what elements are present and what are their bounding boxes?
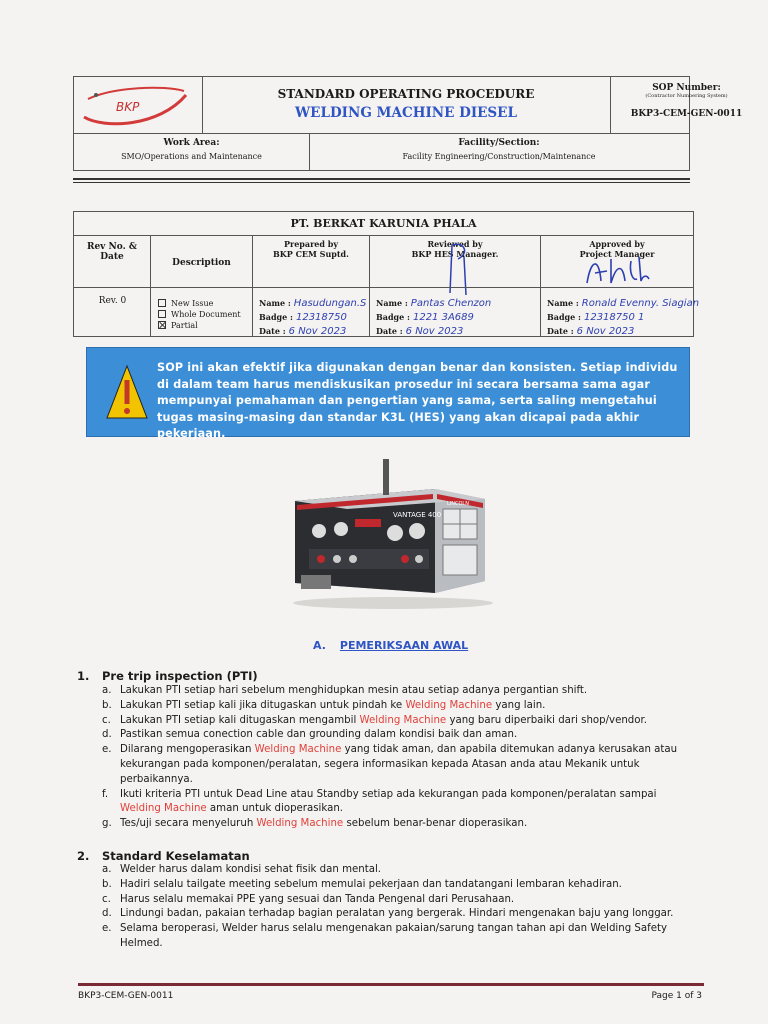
prepared-badge-value: 12318750 <box>295 312 347 323</box>
name-label: Name : <box>547 298 579 308</box>
list-item-text: Welder harus dalam kondisi sehat fisik dan mental. <box>120 864 382 875</box>
badge-label: Badge : <box>376 312 410 322</box>
list-item <box>102 743 692 787</box>
list-item <box>102 878 692 893</box>
list-item-text: Pastikan semua conection cable dan grounding dalam kondisi baik dan aman. <box>120 729 518 741</box>
list-item <box>102 922 692 952</box>
list-item-text: Lindungi badan, pakaian terhadap bagian peralatan yang bergerak. Hindari mengenakan baju yang longgar. <box>120 908 674 920</box>
reviewed-date-value: 6 Nov 2023 <box>405 326 464 337</box>
rev-value: Rev. 0 <box>98 296 127 306</box>
approver-signature <box>581 253 651 289</box>
list-item-text: Ikuti kriteria PTI untuk Dead Line atau Standby setiap ada kekurangan pada komponen/peralatan sampai <box>120 788 657 800</box>
revision-table <box>73 211 700 337</box>
list-item <box>102 863 692 878</box>
section-1-heading <box>77 669 258 683</box>
name-label: Name : <box>376 298 408 308</box>
section-1-list <box>102 684 692 832</box>
reviewed-by-label: Reviewed by <box>427 239 483 249</box>
list-item-letter: e. <box>102 744 112 756</box>
sop-number-cell <box>610 77 763 133</box>
list-item-text: yang tidak aman, dan apabila ditemukan adanya kerusakan atau kekurangan pada komponen/peralatan, segera informasikan kepada Atasan anda atau Mekanik untuk perbaikannya. <box>120 744 678 785</box>
prepared-by-label: Prepared by <box>283 239 339 249</box>
description-options <box>158 298 241 331</box>
checkbox-icon <box>158 310 166 318</box>
list-item-text: aman untuk dioperasikan. <box>206 803 344 815</box>
logo-cell <box>74 77 203 133</box>
bkp-logo <box>74 77 202 133</box>
date-label: Date : <box>259 326 286 336</box>
checkbox-icon <box>158 299 166 307</box>
date-label: Date : <box>547 326 574 336</box>
approved-date-value: 6 Nov 2023 <box>576 326 635 337</box>
prepared-role: BKP CEM Suptd. <box>273 249 349 259</box>
facility-cell <box>309 134 689 171</box>
highlight-term: Welding Machine <box>405 699 493 711</box>
header-divider <box>73 178 690 180</box>
warning-triangle-icon <box>105 364 149 420</box>
warning-text: SOP ini akan efektif jika digunakan dengan benar dan konsisten. Setiap individu di dalam team harus mendiskusikan prosedur ini secara bersama sama agar mempunyai pemahaman dan pengertian yang sama, serta saling mengetahui tugas masing-masing dan standar K3L (HES) yang akan dicapai pada akhir pekerjaan. <box>157 361 678 440</box>
list-item-letter: e. <box>102 923 112 935</box>
list-item-text: Dilarang mengoperasikan <box>120 744 255 756</box>
title-cell <box>202 77 611 133</box>
badge-label: Badge : <box>259 312 293 322</box>
sign-row-name <box>547 295 699 309</box>
machine-brand-text: LINCOLN <box>447 501 469 507</box>
warning-box <box>86 347 690 440</box>
sign-row-name <box>259 295 366 309</box>
list-item-text: Selama beroperasi, Welder harus selalu mengenakan pakaian/sarung tangan tahan api dan Welding Safety Helmed. <box>120 923 667 949</box>
footer-page-number: Page 1 of 3 <box>651 991 702 1001</box>
list-item <box>102 714 692 729</box>
list-item <box>102 817 692 832</box>
description-option <box>158 320 241 331</box>
list-item-letter: d. <box>102 908 112 920</box>
sign-row-date <box>547 323 699 337</box>
section-2-heading <box>77 849 250 863</box>
machine-model-text: VANTAGE 400 <box>393 511 442 519</box>
sign-row-badge <box>376 309 491 323</box>
badge-label: Badge : <box>547 312 581 322</box>
footer-rule <box>78 983 704 986</box>
highlight-term: Welding Machine <box>256 818 344 830</box>
reviewed-role: BKP HES Manager. <box>411 249 499 259</box>
section-2-number: 2. <box>77 849 90 863</box>
description-option-label: Partial <box>171 321 198 330</box>
description-option-label: Whole Document <box>171 310 241 319</box>
description-header: Description <box>172 258 231 268</box>
rev-header: Rev No. & Date <box>86 242 138 262</box>
list-item-letter: c. <box>102 714 111 726</box>
sop-number-sublabel: (Contractor Numbering System) <box>645 93 728 99</box>
list-item <box>102 893 692 908</box>
list-item-letter: d. <box>102 729 112 741</box>
company-name: PT. BERKAT KARUNIA PHALA <box>74 212 693 236</box>
list-item-text: sebelum benar-benar dioperasikan. <box>343 818 528 830</box>
list-item-text: yang baru diperbaiki dari shop/vendor. <box>446 714 648 726</box>
revision-row-divider <box>74 287 693 288</box>
list-item-text: Hadiri selalu tailgate meeting sebelum memulai pekerjaan dan tandatangani lembaran kehadiran. <box>120 878 622 890</box>
approved-column <box>541 235 700 337</box>
header-divider-thin <box>73 182 690 183</box>
highlight-term: Welding Machine <box>359 714 447 726</box>
sign-row-date <box>259 323 366 337</box>
sop-number-label: SOP Number: <box>652 83 721 93</box>
section-1-number: 1. <box>77 669 90 683</box>
section-1-title: Pre trip inspection (PTI) <box>102 669 258 683</box>
date-label: Date : <box>376 326 403 336</box>
sign-row-badge <box>259 309 366 323</box>
list-item-text: Harus selalu memakai PPE yang sesuai dan Tanda Pengenal dari Perusahaan. <box>120 893 515 905</box>
reviewed-name-value: Pantas Chenzon <box>410 298 492 309</box>
list-item-text: yang lain. <box>492 699 546 711</box>
highlight-term: Welding Machine <box>120 803 207 815</box>
header-row-2 <box>74 133 689 171</box>
welding-machine-photo <box>285 453 495 613</box>
facility-label: Facility/Section: <box>458 138 540 148</box>
sign-row-date <box>376 323 491 337</box>
description-option <box>158 298 241 309</box>
document-title: WELDING MACHINE DIESEL <box>295 105 517 121</box>
description-option <box>158 309 241 320</box>
logo-text: BKP <box>116 100 140 114</box>
approved-by-label: Approved by <box>589 239 645 249</box>
name-label: Name : <box>259 298 291 308</box>
highlight-term: Welding Machine <box>254 744 342 756</box>
list-item-text: Lakukan PTI setiap kali ditugaskan mengambil <box>120 714 360 726</box>
list-item-letter: b. <box>102 878 112 890</box>
list-item <box>102 907 692 922</box>
list-item-text: Lakukan PTI setiap hari sebelum menghidupkan mesin atau setiap adanya pergantian shift. <box>120 685 588 696</box>
prepared-name-value: Hasudungan.S <box>293 298 367 309</box>
rev-column <box>74 235 151 336</box>
approved-role: Project Manager <box>579 249 655 259</box>
checkbox-icon <box>158 321 166 329</box>
list-item-letter: a. <box>102 864 112 875</box>
reviewed-badge-value: 1221 3A689 <box>412 312 474 323</box>
section-2-list <box>102 863 692 952</box>
facility-value: Facility Engineering/Construction/Maintenance <box>402 152 596 161</box>
reviewed-sign-block <box>376 295 491 337</box>
list-item-text: Lakukan PTI setiap kali jika ditugaskan untuk pindah ke <box>120 699 406 711</box>
section-a-title: PEMERIKSAAN AWAL <box>339 639 469 652</box>
prepared-sign-block <box>259 295 366 337</box>
approved-name-value: Ronald Evenny. Siagian <box>581 298 700 309</box>
approved-sign-block <box>547 295 699 337</box>
list-item-letter: c. <box>102 893 111 905</box>
list-item-text: Tes/uji secara menyeluruh <box>120 818 257 830</box>
description-option-label: New Issue <box>171 299 214 308</box>
section-2-title: Standard Keselamatan <box>102 849 250 863</box>
list-item-letter: f. <box>102 788 109 800</box>
sop-number: BKP3-CEM-GEN-0011 <box>630 109 743 119</box>
sign-row-badge <box>547 309 699 323</box>
prepared-date-value: 6 Nov 2023 <box>288 326 347 337</box>
list-item <box>102 684 692 699</box>
work-area-cell <box>74 134 310 171</box>
list-item <box>102 788 692 818</box>
prepared-column <box>253 235 370 336</box>
document-type-title: STANDARD OPERATING PROCEDURE <box>277 87 535 101</box>
approved-badge-value: 12318750 1 <box>583 312 645 323</box>
sign-row-name <box>376 295 491 309</box>
reviewer-signature <box>430 237 490 297</box>
work-area-label: Work Area: <box>163 138 220 148</box>
list-item <box>102 728 692 743</box>
section-a-letter: A. <box>313 639 326 652</box>
header-table <box>73 76 743 171</box>
list-item <box>102 699 692 714</box>
list-item-letter: g. <box>102 818 112 830</box>
footer-doc-number: BKP3-CEM-GEN-0011 <box>78 991 174 1001</box>
work-area-value: SMO/Operations and Maintenance <box>121 152 262 161</box>
section-a-heading <box>313 639 468 652</box>
list-item-letter: a. <box>102 685 112 696</box>
list-item-letter: b. <box>102 699 112 711</box>
description-column <box>151 235 253 336</box>
reviewed-column <box>370 235 541 336</box>
